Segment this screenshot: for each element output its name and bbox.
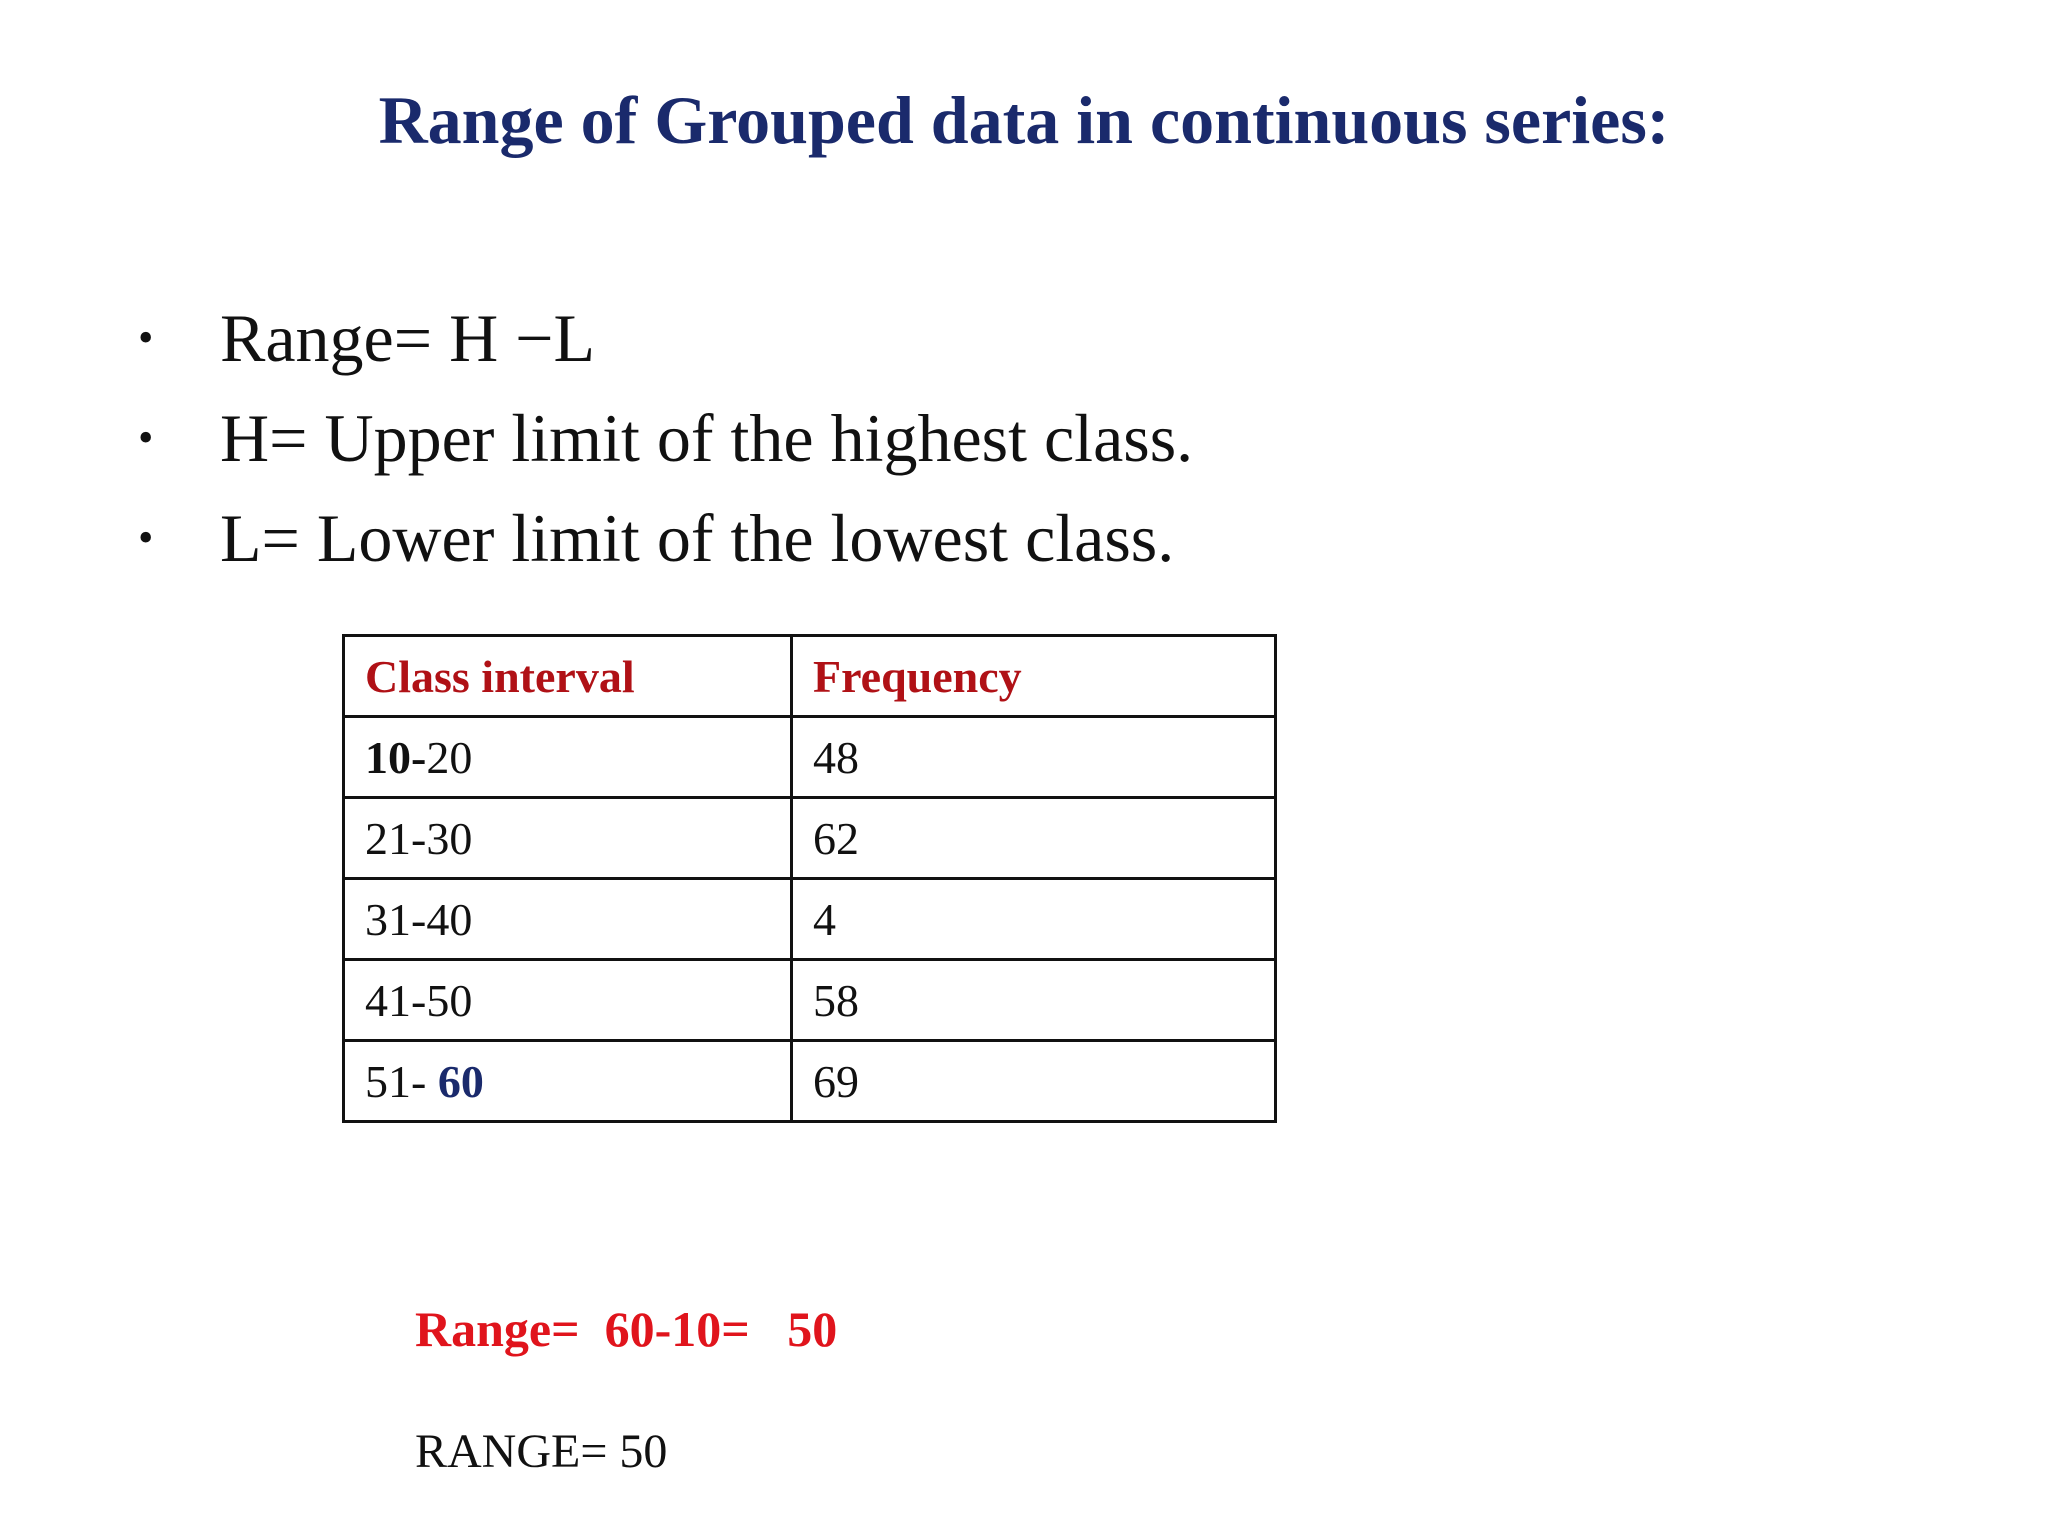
class-interval-cell: 31-40 — [344, 879, 792, 960]
bullet-icon: • — [138, 513, 154, 562]
lowest-limit-value: 10- — [365, 731, 427, 783]
class-interval-cell: 41-50 — [344, 960, 792, 1041]
table-row — [344, 798, 1276, 879]
bullet-text: Range= H −L — [220, 300, 596, 376]
bullet-item-range-formula — [138, 288, 1193, 388]
table-header-row — [344, 636, 1276, 717]
table-row — [344, 960, 1276, 1041]
class-interval-cell — [344, 717, 792, 798]
table-row — [344, 717, 1276, 798]
header-frequency: Frequency — [792, 636, 1276, 717]
definition-list — [138, 288, 1193, 588]
frequency-cell: 62 — [792, 798, 1276, 879]
class-end-value: 20 — [426, 731, 473, 783]
frequency-cell: 48 — [792, 717, 1276, 798]
bullet-item-h-definition — [138, 388, 1193, 488]
range-result: RANGE= 50 — [415, 1425, 668, 1478]
table-row — [344, 1041, 1276, 1122]
table-row — [344, 879, 1276, 960]
highest-limit-value: 60 — [437, 1055, 484, 1107]
bullet-item-l-definition — [138, 488, 1193, 588]
frequency-cell: 4 — [792, 879, 1276, 960]
bullet-icon: • — [138, 413, 154, 462]
range-calculation: Range= 60-10= 50 — [415, 1301, 838, 1357]
bullet-text: L= Lower limit of the lowest class. — [220, 500, 1175, 576]
bullet-icon: • — [138, 313, 154, 362]
frequency-cell: 69 — [792, 1041, 1276, 1122]
frequency-table — [342, 634, 1277, 1123]
slide-title: Range of Grouped data in continuous series: — [378, 82, 1670, 158]
class-interval-cell — [344, 1041, 792, 1122]
bullet-text: H= Upper limit of the highest class. — [220, 400, 1194, 476]
class-start-value: 51- — [365, 1055, 438, 1107]
frequency-cell: 58 — [792, 960, 1276, 1041]
header-class-interval: Class interval — [344, 636, 792, 717]
class-interval-cell: 21-30 — [344, 798, 792, 879]
